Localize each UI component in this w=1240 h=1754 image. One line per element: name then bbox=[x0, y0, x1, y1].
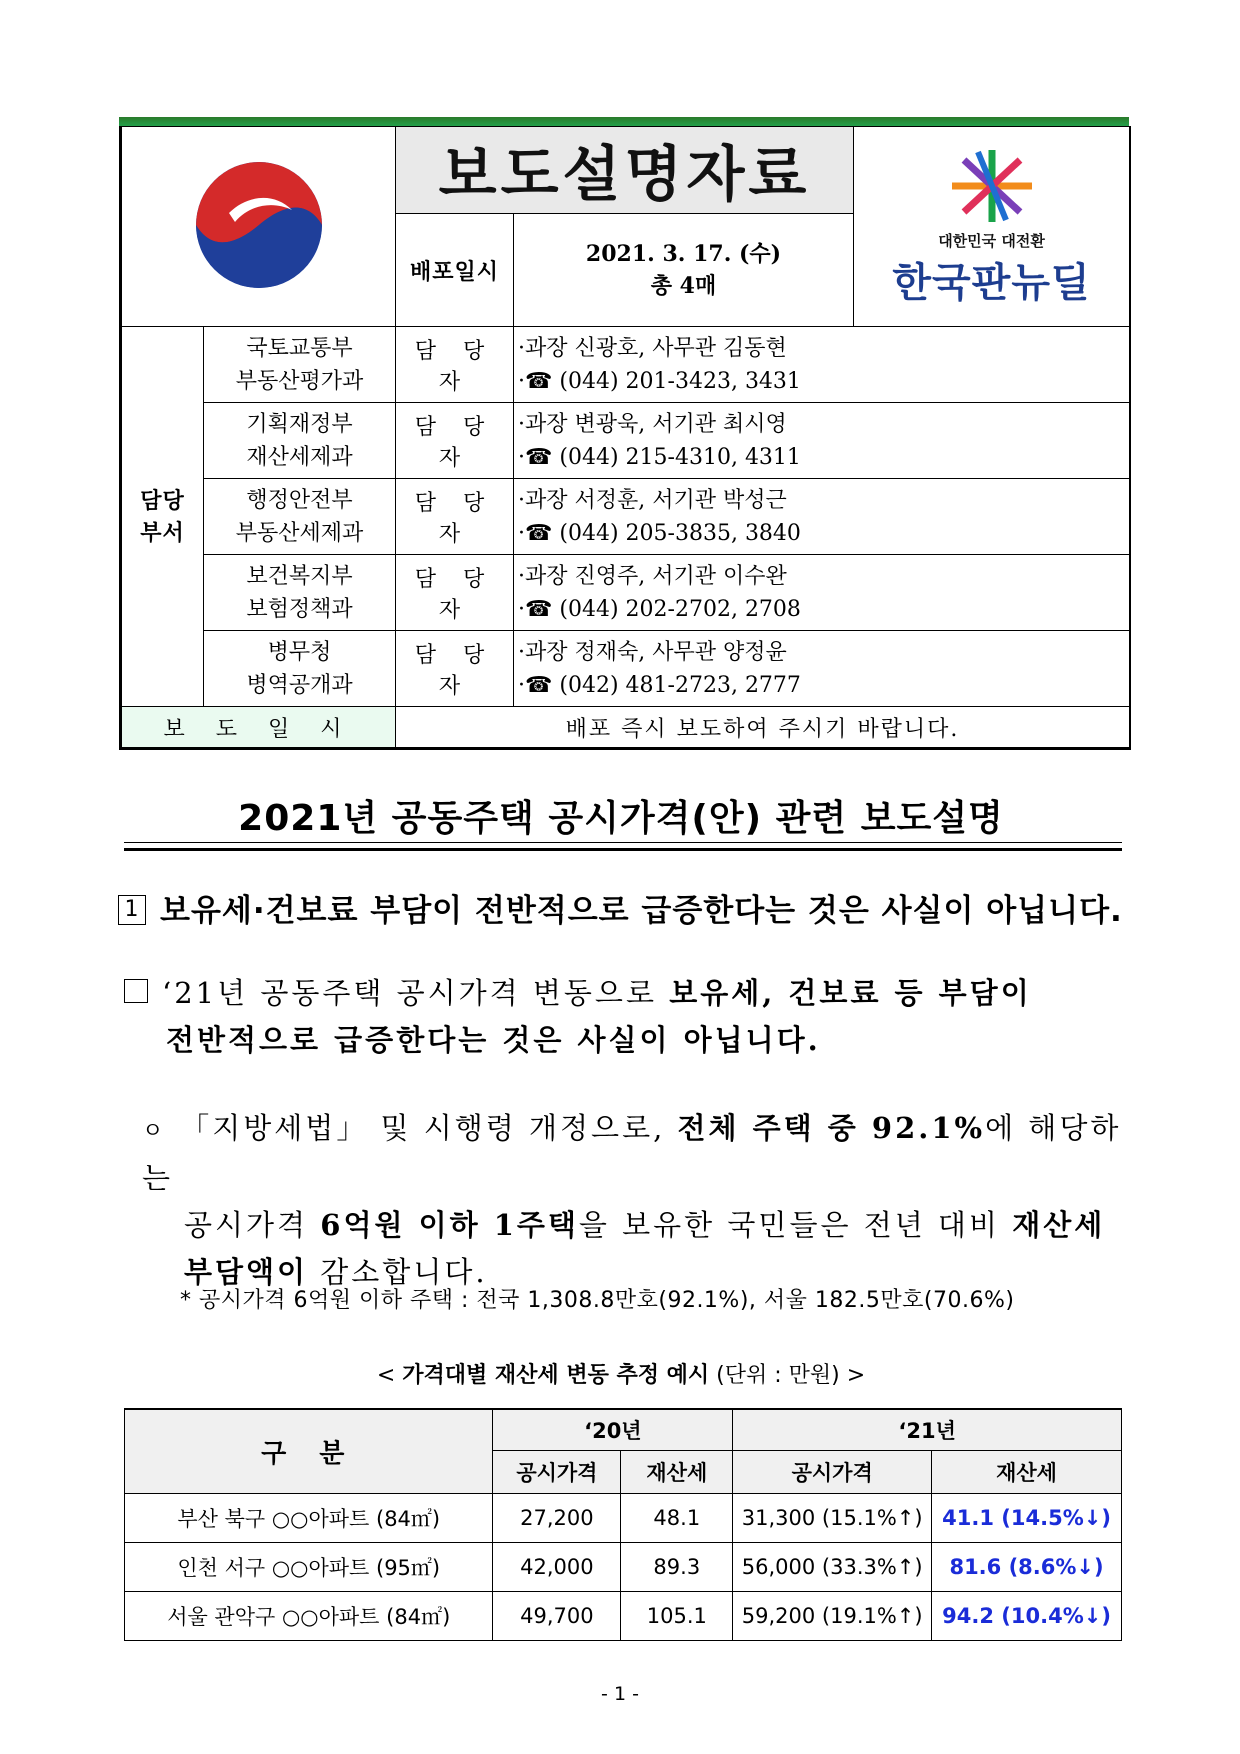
section-heading-text: 보유세·건보료 부담이 전반적으로 급증한다는 것은 사실이 아닙니다. bbox=[160, 893, 1123, 929]
contact-role: 담 당 자 bbox=[396, 479, 514, 555]
section-heading bbox=[118, 885, 1123, 930]
section-number-box: 1 bbox=[118, 895, 146, 925]
property-tax-table bbox=[124, 1408, 1122, 1641]
footnote: * 공시가격 6억원 이하 주택 : 전국 1,308.8만호(92.1%), 서울 182.5만호(70.6%) bbox=[180, 1288, 1015, 1313]
table-header-2021: ‘21년 bbox=[733, 1409, 1122, 1451]
bullet-icon: ㅇ bbox=[142, 1119, 167, 1144]
dept-group-label: 담당 부서 bbox=[122, 327, 204, 707]
logo-tagline: 대한민국 대전환 bbox=[938, 231, 1045, 250]
contact-info: ·과장 진영주, 서기관 이수완 ·☎ (044) 202-2702, 2708 bbox=[514, 555, 1130, 631]
korean-new-deal-logo bbox=[854, 127, 1130, 327]
page-title: 보도설명자료 bbox=[396, 127, 854, 214]
table-subheader-tax-2020: 재산세 bbox=[621, 1451, 733, 1494]
table-row: 서울 관악구 ○○아파트 (84㎡) 49,700 105.1 59,200 (19.1%↑) 94.2 (10.4%↓) bbox=[125, 1592, 1122, 1641]
document-title: 2021년 공동주택 공시가격(안) 관련 보도설명 bbox=[238, 798, 1004, 839]
contact-info: ·과장 신광호, 사무관 김동현 ·☎ (044) 201-3423, 3431 bbox=[514, 327, 1130, 403]
table-row: 부산 북구 ○○아파트 (84㎡) 27,200 48.1 31,300 (15.1%↑) 41.1 (14.5%↓) bbox=[125, 1494, 1122, 1543]
table-caption: < 가격대별 재산세 변동 추정 예시 (단위 : 만원) > bbox=[376, 1363, 866, 1388]
contact-dept: 행정안전부 부동산세제과 bbox=[204, 479, 396, 555]
detail-paragraph: ㅇ 「지방세법」 및 시행령 개정으로, 전체 주택 중 92.1%에 해당하는 공시가격 6억원 이하 1주택을 보유한 국민들은 전년 대비 재산세 부담액이 감소합니다. bbox=[142, 1111, 1122, 1289]
report-time-label: 보 도 일 시 bbox=[122, 707, 396, 748]
page-number: - 1 - bbox=[601, 1683, 639, 1705]
contact-dept: 국토교통부 부동산평가과 bbox=[204, 327, 396, 403]
contact-info: ·과장 서정훈, 서기관 박성근 ·☎ (044) 205-3835, 3840 bbox=[514, 479, 1130, 555]
table-subheader-tax-2021: 재산세 bbox=[932, 1451, 1122, 1494]
title-double-rule bbox=[124, 842, 1122, 851]
press-header-box bbox=[119, 126, 1131, 750]
table-subheader-price-2021: 공시가격 bbox=[733, 1451, 932, 1494]
taegeuk-emblem-icon bbox=[184, 150, 334, 300]
table-subheader-price-2020: 공시가격 bbox=[493, 1451, 621, 1494]
contact-dept: 보건복지부 보험정책과 bbox=[204, 555, 396, 631]
government-emblem-cell bbox=[122, 127, 396, 327]
distribution-label: 배포일시 bbox=[396, 214, 514, 327]
logo-name: 한국판뉴딜 bbox=[892, 259, 1091, 306]
contact-role: 담 당 자 bbox=[396, 327, 514, 403]
contact-info: ·과장 정재숙, 사무관 양정윤 ·☎ (042) 481-2723, 2777 bbox=[514, 631, 1130, 707]
distribution-info bbox=[514, 214, 854, 327]
table-row: 인천 서구 ○○아파트 (95㎡) 42,000 89.3 56,000 (33.3%↑) 81.6 (8.6%↓) bbox=[125, 1543, 1122, 1592]
new-deal-star-icon bbox=[944, 146, 1040, 226]
contact-role: 담 당 자 bbox=[396, 555, 514, 631]
distribution-date: 2021. 3. 17. (수) bbox=[585, 241, 782, 267]
contact-info: ·과장 변광욱, 서기관 최시영 ·☎ (044) 215-4310, 4311 bbox=[514, 403, 1130, 479]
table-header-category: 구 분 bbox=[125, 1409, 493, 1494]
contact-role: 담 당 자 bbox=[396, 631, 514, 707]
checkbox-square-icon bbox=[124, 979, 148, 1003]
report-time-value: 배포 즉시 보도하여 주시기 바랍니다. bbox=[396, 707, 1130, 748]
page-count: 총 4매 bbox=[650, 273, 717, 299]
contact-role: 담 당 자 bbox=[396, 403, 514, 479]
table-header-2020: ‘20년 bbox=[493, 1409, 733, 1451]
main-paragraph: ‘21년 공동주택 공시가격 변동으로 보유세, 건보료 등 부담이 전반적으로 급증한다는 것은 사실이 아닙니다. bbox=[124, 970, 1134, 1064]
header-top-bar bbox=[119, 117, 1129, 126]
contact-dept: 병무청 병역공개과 bbox=[204, 631, 396, 707]
contact-dept: 기획재정부 재산세제과 bbox=[204, 403, 396, 479]
